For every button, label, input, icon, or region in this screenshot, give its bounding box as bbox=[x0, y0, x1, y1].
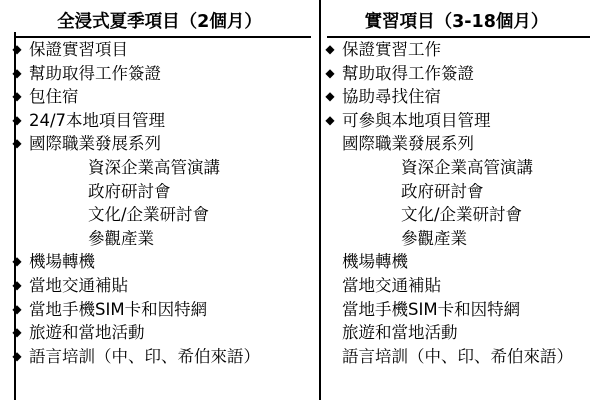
list-item bbox=[6, 321, 313, 345]
list-internship-program bbox=[313, 38, 600, 368]
column-internship-program bbox=[313, 0, 600, 400]
list-subitem bbox=[6, 203, 313, 227]
list-item bbox=[319, 250, 600, 274]
list-item-label: 幫助取得工作簽證 bbox=[29, 63, 161, 83]
list-item bbox=[6, 38, 313, 62]
list-subitem-label: 文化/企業研討會 bbox=[88, 205, 210, 225]
list-subitem bbox=[319, 227, 600, 251]
list-item bbox=[6, 345, 313, 369]
list-item bbox=[319, 62, 600, 86]
list-subitem-label: 參觀產業 bbox=[88, 228, 154, 248]
list-item bbox=[319, 85, 600, 109]
list-item-label: 語言培訓（中、印、希伯來語） bbox=[342, 346, 573, 366]
list-item bbox=[6, 250, 313, 274]
diamond-bullet-icon: ◆ bbox=[12, 112, 22, 127]
list-item bbox=[6, 109, 313, 133]
list-item bbox=[319, 274, 600, 298]
list-item-label: 旅遊和當地活動 bbox=[29, 323, 145, 343]
list-item bbox=[6, 132, 313, 156]
diamond-bullet-icon: ◆ bbox=[12, 65, 22, 80]
diamond-bullet-icon: ◆ bbox=[325, 89, 335, 104]
bullet-placeholder-icon bbox=[319, 180, 341, 203]
bullet-placeholder-icon bbox=[319, 274, 341, 297]
list-item-label: 國際職業發展系列 bbox=[342, 134, 474, 154]
list-item-label: 國際職業發展系列 bbox=[29, 134, 161, 154]
list-subitem-label: 政府研討會 bbox=[401, 181, 484, 201]
list-subitem-label: 參觀產業 bbox=[401, 228, 467, 248]
bullet-placeholder-icon bbox=[6, 180, 28, 203]
list-item bbox=[319, 109, 600, 133]
list-item-label: 當地交通補貼 bbox=[29, 275, 128, 295]
bullet-placeholder-icon bbox=[319, 203, 341, 226]
list-item bbox=[319, 38, 600, 62]
diamond-bullet-icon: ◆ bbox=[12, 277, 22, 292]
list-item-label: 24/7本地項目管理 bbox=[29, 110, 166, 130]
list-item-label: 協助尋找住宿 bbox=[342, 87, 441, 107]
list-immersive-summer bbox=[0, 38, 313, 368]
bullet-placeholder-icon bbox=[319, 132, 341, 155]
list-item bbox=[6, 85, 313, 109]
list-item bbox=[319, 132, 600, 156]
list-subitem bbox=[6, 227, 313, 251]
diamond-bullet-icon: ◆ bbox=[325, 42, 335, 56]
bullet-placeholder-icon bbox=[319, 250, 341, 273]
list-subitem bbox=[319, 180, 600, 204]
diamond-bullet-icon: ◆ bbox=[12, 42, 22, 56]
list-item bbox=[6, 298, 313, 322]
list-subitem-label: 資深企業高管演講 bbox=[401, 157, 533, 177]
column-divider bbox=[319, 0, 321, 400]
list-item-label: 幫助取得工作簽證 bbox=[342, 63, 474, 83]
bullet-placeholder-icon bbox=[319, 227, 341, 250]
column-title-internship-program: 實習項目（3-18個月） bbox=[364, 12, 549, 32]
diamond-bullet-icon: ◆ bbox=[325, 112, 335, 127]
list-item-label: 語言培訓（中、印、希伯來語） bbox=[29, 346, 260, 366]
diamond-bullet-icon: ◆ bbox=[12, 89, 22, 104]
table-left-border bbox=[14, 32, 16, 400]
list-item bbox=[319, 345, 600, 369]
list-item-label: 機場轉機 bbox=[342, 252, 408, 272]
diamond-bullet-icon: ◆ bbox=[12, 136, 22, 151]
bullet-placeholder-icon bbox=[319, 321, 341, 344]
list-subitem bbox=[6, 180, 313, 204]
bullet-placeholder-icon bbox=[319, 156, 341, 179]
list-subitem bbox=[6, 156, 313, 180]
diamond-bullet-icon: ◆ bbox=[12, 348, 22, 363]
column-title-immersive-summer: 全浸式夏季項目（2個月） bbox=[57, 12, 262, 32]
bullet-placeholder-icon bbox=[319, 298, 341, 321]
diamond-bullet-icon: ◆ bbox=[12, 254, 22, 269]
list-subitem-label: 政府研討會 bbox=[88, 181, 171, 201]
list-item-label: 當地手機SIM卡和因特網 bbox=[29, 299, 208, 319]
list-item-label: 當地手機SIM卡和因特網 bbox=[342, 299, 521, 319]
list-subitem-label: 資深企業高管演講 bbox=[88, 157, 220, 177]
list-item bbox=[319, 321, 600, 345]
list-item-label: 包住宿 bbox=[29, 87, 79, 107]
bullet-placeholder-icon bbox=[319, 345, 341, 368]
list-item-label: 當地交通補貼 bbox=[342, 275, 441, 295]
list-item bbox=[319, 298, 600, 322]
list-item-label: 可參與本地項目管理 bbox=[342, 110, 491, 130]
list-item bbox=[6, 274, 313, 298]
list-item-label: 機場轉機 bbox=[29, 252, 95, 272]
bullet-placeholder-icon bbox=[6, 156, 28, 179]
list-item-label: 保證實習項目 bbox=[29, 40, 128, 59]
bullet-placeholder-icon bbox=[6, 227, 28, 250]
list-subitem bbox=[319, 203, 600, 227]
list-item bbox=[6, 62, 313, 86]
bullet-placeholder-icon bbox=[6, 203, 28, 226]
diamond-bullet-icon: ◆ bbox=[325, 65, 335, 80]
diamond-bullet-icon: ◆ bbox=[12, 325, 22, 340]
list-subitem-label: 文化/企業研討會 bbox=[401, 205, 523, 225]
list-item-label: 保證實習工作 bbox=[342, 40, 441, 59]
diamond-bullet-icon: ◆ bbox=[12, 301, 22, 316]
list-subitem bbox=[319, 156, 600, 180]
list-item-label: 旅遊和當地活動 bbox=[342, 323, 458, 343]
